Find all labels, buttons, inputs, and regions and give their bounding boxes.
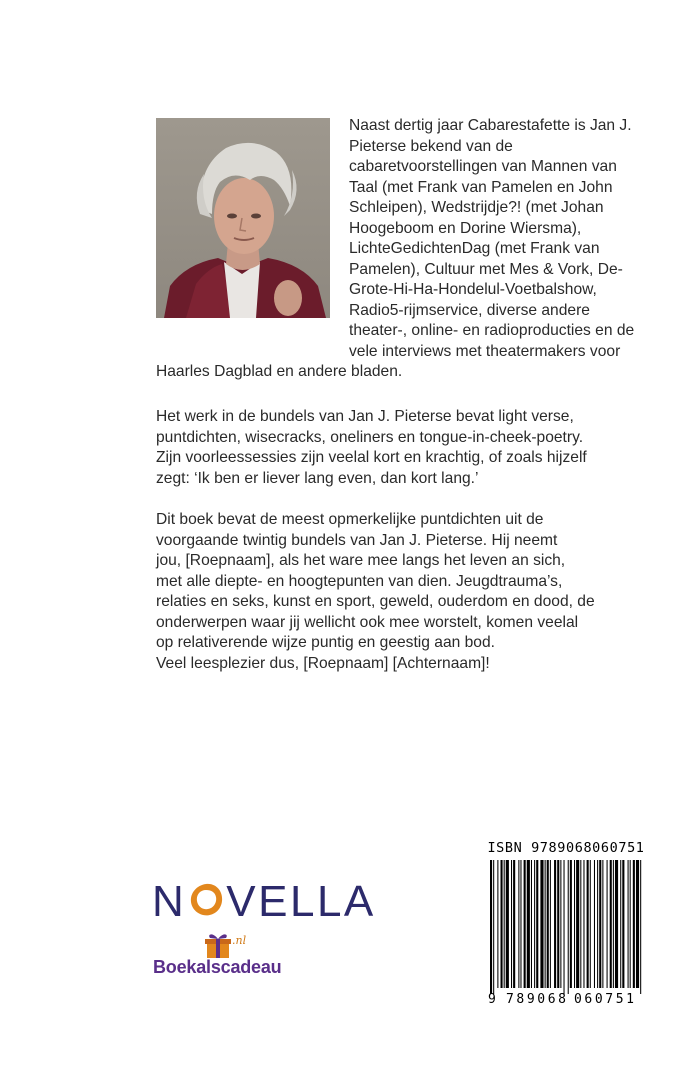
- book-description: [156, 510, 642, 674]
- barcode-bar: [580, 860, 581, 988]
- gift-icon: [203, 932, 233, 960]
- isbn-right-digits: 060751: [574, 992, 637, 1007]
- barcode-bar: [545, 860, 546, 988]
- barcode-bar: [511, 860, 512, 988]
- barcode-bar: [531, 860, 532, 988]
- text-line: zegt: ‘Ik ben er liever lang even, dan kort lang.’: [156, 469, 479, 487]
- barcode-bar: [493, 860, 494, 994]
- barcode-bar: [590, 860, 591, 988]
- barcode-bar: [599, 860, 601, 988]
- text-line: Zijn voorleessessies zijn veelal kort en krachtig, of zoals hijzelf: [156, 449, 587, 466]
- barcode-bar: [504, 860, 505, 988]
- barcode-bar: [615, 860, 618, 988]
- barcode-bars: [486, 860, 646, 1000]
- isbn-label: ISBN 9789068060751: [487, 840, 645, 856]
- barcode-bar: [547, 860, 549, 988]
- text-line: Het werk in de bundels van Jan J. Pieterse bevat light verse,: [156, 408, 574, 425]
- barcode-bar: [527, 860, 530, 988]
- barcode-bar: [557, 860, 559, 988]
- barcode-bar: [536, 860, 538, 988]
- barcode-bar: [597, 860, 598, 988]
- barcode-bar: [628, 860, 629, 988]
- novella-logo-n: N: [152, 877, 187, 926]
- isbn-lead-digit: 9: [488, 992, 496, 1007]
- barcode-bar: [497, 860, 498, 988]
- novella-logo-rest: VELLA: [226, 877, 376, 926]
- text-line: relaties en seks, kunst en sport, geweld, ouderdom en dood, de: [156, 593, 595, 610]
- isbn-left-digits: 789068: [506, 992, 569, 1007]
- text-line: op relativerende wijze puntig en geestig aan bod.: [156, 634, 495, 651]
- barcode-bar: [534, 860, 535, 988]
- isbn-barcode: [486, 840, 646, 1020]
- boek-domain-suffix: .nl: [232, 934, 247, 947]
- author-bio-text: Naast dertig jaar Cabarestafette is Jan J. Pieterse bekend van de cabaretvoorstellingen van Mannen van Taal (met Frank van Pamelen en John Schleipen), Wedstrijdje?! (met Johan Hoogeboom en Dorine Wiersma), LichteGedichtenDag (met Frank van Pamelen), Cultuur met Mes & Vork, De-Grote-Hi-Ha-Hondelul-Voetbalshow, Radio5-rijmservice, diverse andere theater-, online- en radioproducties en de vele interviews met theatermakers voor Haarles Dagblad en andere bladen.: [156, 117, 635, 380]
- text-line: onderwerpen waar jij wellicht ook mee worstelt, komen veelal: [156, 613, 579, 631]
- novella-ring-icon: [186, 880, 226, 920]
- work-description: [156, 407, 642, 489]
- text-line: puntdichten, wisecracks, oneliners en tongue-in-cheek-poetry.: [156, 428, 584, 446]
- barcode-bar: [554, 860, 556, 988]
- barcode-bar: [602, 860, 603, 988]
- boek-wordmark: Boekalscadeau: [153, 957, 282, 977]
- barcode-bar: [568, 860, 569, 994]
- barcode-bar: [587, 860, 589, 988]
- barcode-bar: [620, 860, 621, 988]
- barcode-bar: [550, 860, 551, 988]
- text-line: jou, [Roepnaam], als het ware mee langs het leven an sich,: [156, 552, 566, 569]
- barcode-bar: [640, 860, 641, 994]
- barcode-bar: [506, 860, 509, 988]
- barcode-bar: [633, 860, 635, 988]
- barcode-bar: [610, 860, 612, 988]
- barcode-bar: [613, 860, 614, 988]
- barcode-bar: [570, 860, 572, 988]
- barcode-bar: [636, 860, 639, 988]
- author-bio: [156, 116, 642, 383]
- barcode-bar: [490, 860, 492, 994]
- boekalscadeau-logo: [153, 932, 313, 982]
- barcode-bar: [518, 860, 519, 988]
- barcode-bar: [520, 860, 521, 988]
- barcode-bar: [540, 860, 543, 988]
- barcode-bar: [524, 860, 526, 988]
- text-line: Veel leesplezier dus, [Roepnaam] [Achternaam]!: [156, 654, 490, 672]
- barcode-bar: [583, 860, 584, 988]
- text-line: voorgaande twintig bundels van Jan J. Pieterse. Hij neemt: [156, 531, 558, 549]
- barcode-bar: [501, 860, 503, 988]
- novella-logo: [152, 877, 376, 926]
- barcode-bar: [594, 860, 595, 988]
- photo-wrap-spacer: [156, 116, 349, 344]
- text-line: met alle diepte- en hoogtepunten van dien. Jeugdtrauma’s,: [156, 572, 563, 590]
- barcode-bar: [564, 860, 565, 994]
- barcode-bar: [622, 860, 624, 988]
- barcode-bar: [560, 860, 561, 988]
- barcode-bar: [576, 860, 579, 988]
- barcode-bar: [513, 860, 515, 988]
- barcode-bar: [630, 860, 631, 988]
- text-line: Dit boek bevat de meest opmerkelijke puntdichten uit de: [156, 511, 544, 528]
- barcode-bar: [574, 860, 575, 988]
- barcode-bar: [607, 860, 608, 988]
